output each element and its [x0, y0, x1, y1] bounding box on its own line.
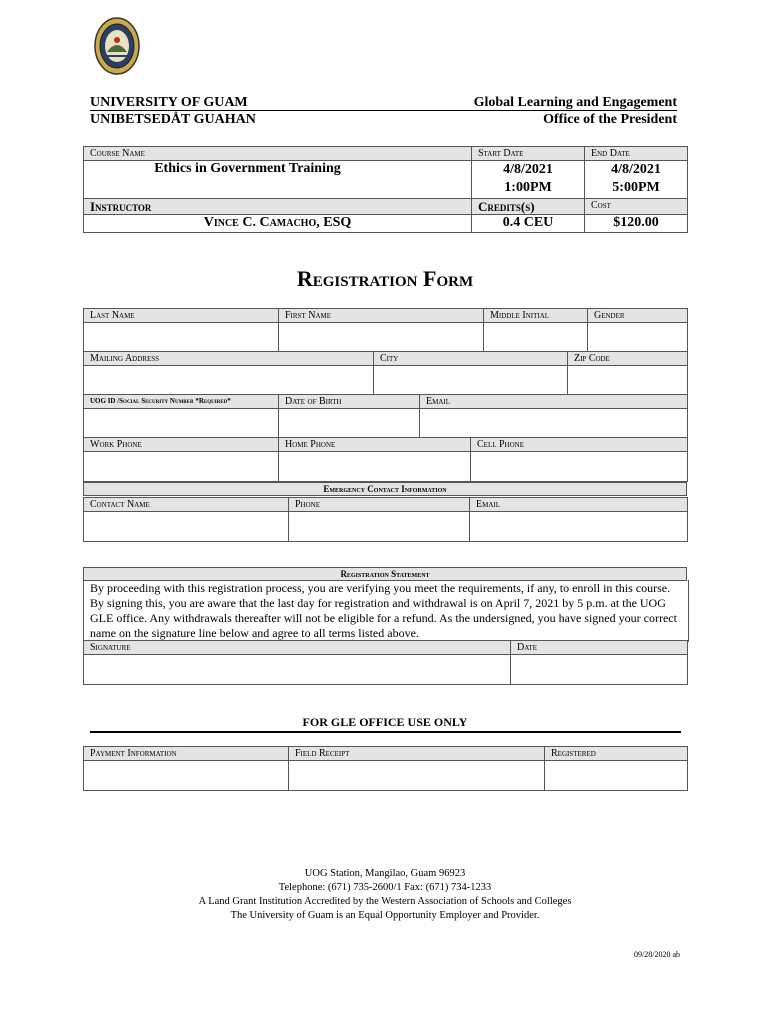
signature-row [83, 640, 688, 685]
work-phone-label: Work Phone [84, 438, 279, 452]
uog-id-label: UOG ID /Social Security Number *Required* [84, 395, 279, 409]
city-field[interactable] [374, 366, 568, 396]
registered-field[interactable] [545, 761, 688, 791]
name-row [83, 308, 688, 353]
cost-label: Cost [585, 199, 688, 215]
cell-phone-field[interactable] [471, 452, 688, 482]
emergency-email-label: Email [470, 498, 688, 512]
first-name-field[interactable] [279, 323, 484, 353]
date-field[interactable] [511, 655, 688, 685]
office-use-heading: FOR GLE OFFICE USE ONLY [302, 715, 468, 729]
email-label: Email [420, 395, 688, 409]
zip-code-label: Zip Code [568, 352, 688, 366]
instructor-label: Instructor [84, 199, 472, 215]
identity-row [83, 394, 688, 439]
field-receipt-label: Field Receipt [289, 747, 545, 761]
office-use-row [83, 746, 688, 791]
university-name-chamorro: UNIBETSEDÅT GUAHAN [90, 112, 256, 127]
payment-info-field[interactable] [84, 761, 289, 791]
start-time: 1:00PM [504, 180, 552, 195]
course-name-label: Course Name [84, 147, 472, 161]
city-label: City [374, 352, 568, 366]
registration-statement-heading: Registration Statement [83, 567, 687, 581]
end-date-label: End Date [585, 147, 688, 161]
registration-statement-text: By proceeding with this registration process, you are verifying you meet the requirements, if any, to enroll in this course. By signing this, you are aware that the last day for registration and withdrawal is on April 7, 2021 by 5 p.m. at the UOG GLE office. Any withdrawals thereafter will not be eligible for a refund. As the undersigned, you have signed your correct name on the signature line below and agree to all terms listed above. [83, 580, 689, 642]
registered-label: Registered [545, 747, 688, 761]
signature-label: Signature [84, 641, 511, 655]
address-row [83, 351, 688, 396]
phone-row [83, 437, 688, 482]
emergency-phone-label: Phone [289, 498, 470, 512]
contact-name-label: Contact Name [84, 498, 289, 512]
uog-id-field[interactable] [84, 409, 279, 439]
footer-phone: Telephone: (671) 735-2600/1 Fax: (671) 734-1233 [278, 882, 492, 893]
office-use-divider [90, 731, 681, 733]
credits-label: Credits(s) [472, 199, 585, 215]
zip-code-field[interactable] [568, 366, 688, 396]
contact-name-field[interactable] [84, 512, 289, 542]
date-label: Date [511, 641, 688, 655]
email-field[interactable] [420, 409, 688, 439]
cost-value: $120.00 [613, 215, 659, 230]
work-phone-field[interactable] [84, 452, 279, 482]
header-underline-left [90, 110, 276, 111]
department-name: Global Learning and Engagement [473, 95, 677, 110]
footer-eoe: The University of Guam is an Equal Opportunity Employer and Provider. [230, 910, 540, 921]
cell-phone-label: Cell Phone [471, 438, 688, 452]
emergency-phone-field[interactable] [289, 512, 470, 542]
mailing-address-label: Mailing Address [84, 352, 374, 366]
gender-field[interactable] [588, 323, 688, 353]
credits-value: 0.4 CEU [502, 215, 554, 230]
course-info-table [83, 146, 688, 233]
header-underline-right [276, 110, 677, 111]
last-name-field[interactable] [84, 323, 279, 353]
dob-label: Date of Birth [279, 395, 420, 409]
end-time: 5:00PM [612, 180, 660, 195]
footer-accreditation: A Land Grant Institution Accredited by the Western Association of Schools and Colleges [198, 896, 572, 907]
revision-note: 09/28/2020 ab [634, 950, 680, 959]
middle-initial-field[interactable] [484, 323, 588, 353]
course-name: Ethics in Government Training [154, 161, 341, 176]
payment-info-label: Payment Information [84, 747, 289, 761]
signature-field[interactable] [84, 655, 511, 685]
gender-label: Gender [588, 309, 688, 323]
footer [0, 867, 770, 923]
instructor-name: Vince C. Camacho, ESQ [203, 215, 352, 230]
university-seal-icon [93, 16, 141, 76]
home-phone-label: Home Phone [279, 438, 471, 452]
home-phone-field[interactable] [279, 452, 471, 482]
emergency-contact-heading: Emergency Contact Information [83, 482, 687, 496]
form-title: Registration Form [296, 266, 474, 291]
start-date-label: Start Date [472, 147, 585, 161]
office-name: Office of the President [543, 112, 677, 127]
start-date: 4/8/2021 [503, 162, 553, 177]
mailing-address-field[interactable] [84, 366, 374, 396]
middle-initial-label: Middle Initial [484, 309, 588, 323]
emergency-email-field[interactable] [470, 512, 688, 542]
last-name-label: Last Name [84, 309, 279, 323]
dob-field[interactable] [279, 409, 420, 439]
field-receipt-field[interactable] [289, 761, 545, 791]
emergency-contact-row [83, 497, 688, 542]
end-date: 4/8/2021 [611, 162, 661, 177]
university-name: UNIVERSITY OF GUAM [90, 95, 248, 110]
first-name-label: First Name [279, 309, 484, 323]
footer-address: UOG Station, Mangilao, Guam 96923 [304, 868, 466, 879]
